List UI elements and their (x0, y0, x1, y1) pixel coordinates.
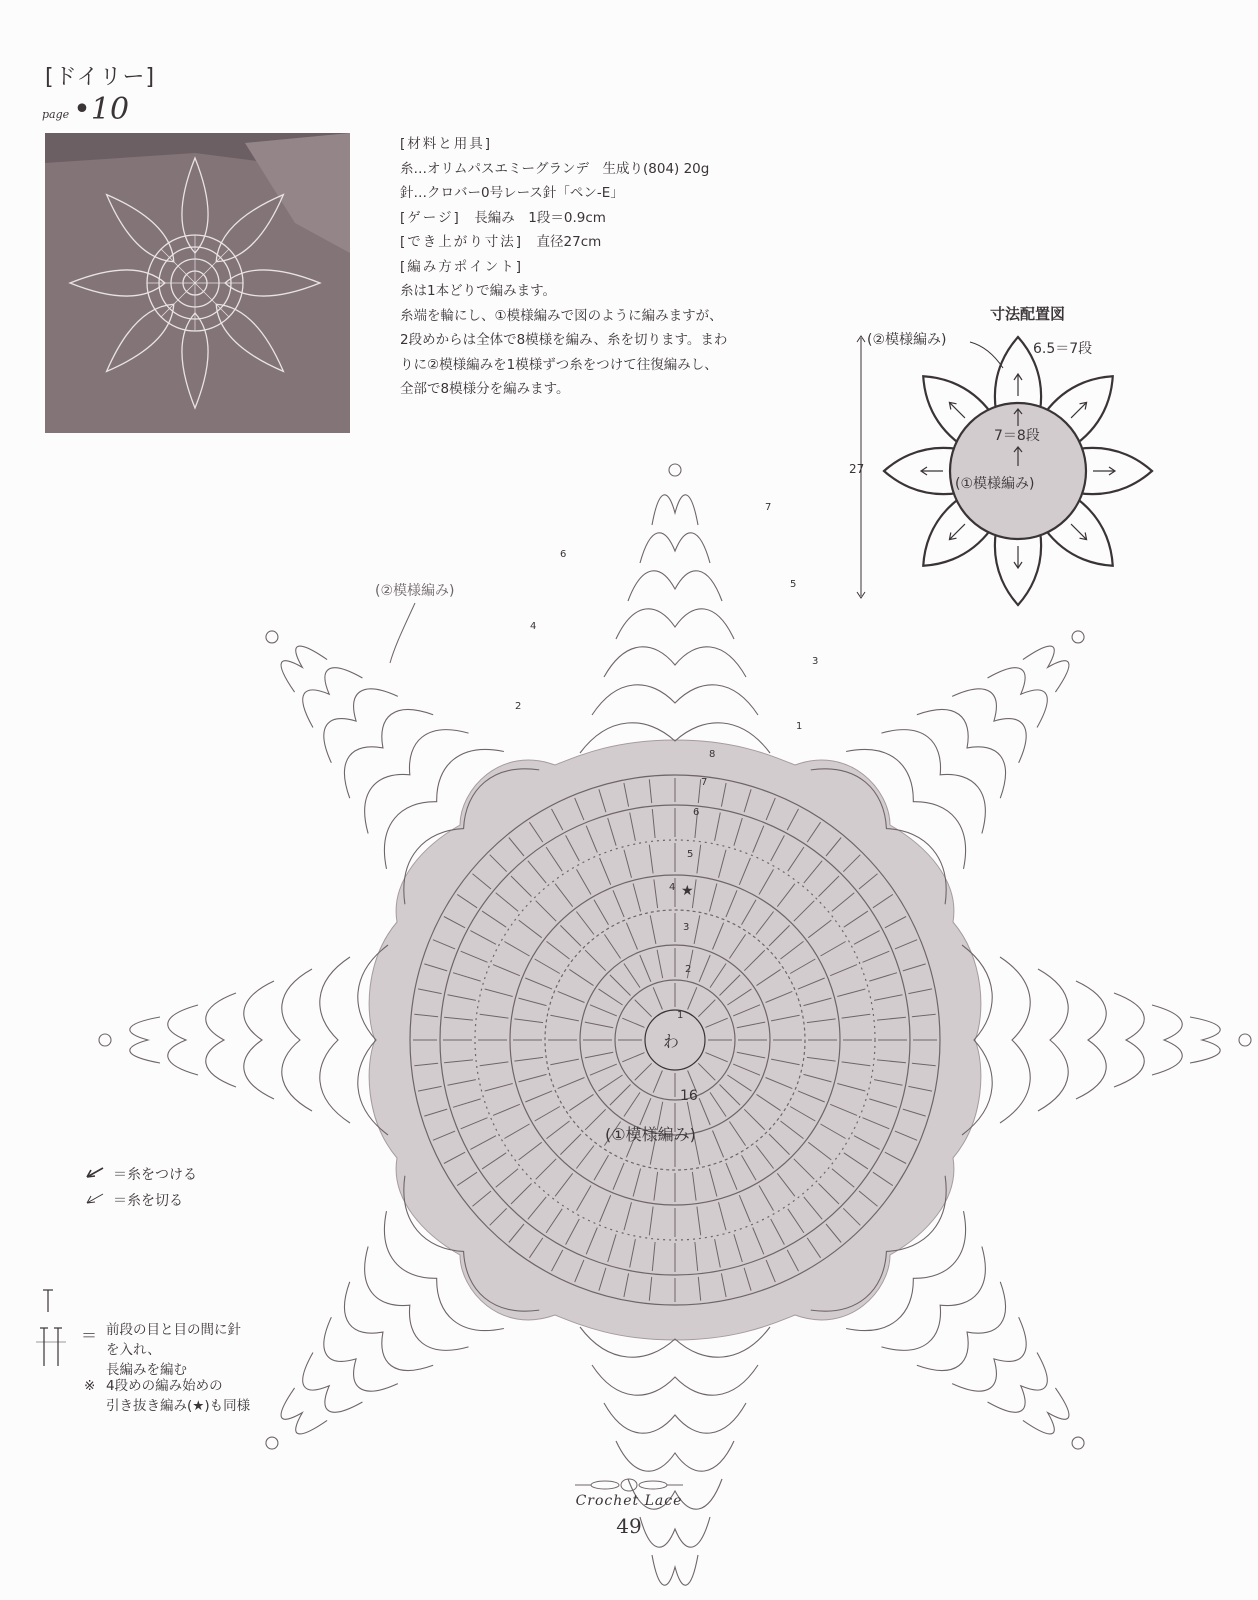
layout-label-petal: (②模様編み) (867, 332, 947, 348)
cut-yarn-icon (85, 1191, 107, 1205)
crochet-chart-drawing (200, 475, 1060, 1435)
chart-chain-loop (881, 712, 1003, 834)
chart-row-number: 5 (687, 849, 694, 860)
chart-chain-loop (273, 638, 327, 692)
chart-chain-loop (616, 1441, 734, 1471)
legend-cut: ＝糸を切る (85, 1188, 197, 1214)
chart-chain-loop (1076, 981, 1106, 1099)
chart-chain-loop (604, 647, 746, 677)
chart-chain-loop (628, 571, 722, 601)
chart-center-label: わ (663, 1032, 680, 1051)
attach-yarn-icon (85, 1165, 107, 1179)
chart-outer-label: (②模様編み) (375, 583, 455, 599)
chart-row-number: 2 (685, 964, 692, 975)
layout-diagram-title: 寸法配置図 (990, 305, 1066, 323)
points-line: 糸端を輪にし、①模様編みで図のように編みますが、 (400, 307, 723, 324)
layout-label-center: (①模様編み) (955, 476, 1035, 492)
chart-chain-loop (604, 1403, 746, 1433)
chart-chain-loop (616, 609, 734, 639)
chart-chain-loop (1000, 957, 1030, 1123)
chart-row-number: 7 (701, 777, 708, 788)
chart-chain-loop (168, 1005, 198, 1075)
points-line: りに②模様編みを1模様ずつ糸をつけて往復編みし、 (400, 356, 718, 373)
legend (85, 1162, 197, 1214)
chart-chain-loop (206, 993, 236, 1087)
chart-row-number: 3 (812, 656, 819, 667)
layout-label-petal-size: 6.5＝7段 (1033, 341, 1093, 357)
equals-sign: ＝ (81, 1326, 98, 1345)
chart-chain-loop (640, 533, 710, 563)
chart-picot (1070, 1435, 1087, 1452)
page-prefix: page (42, 108, 70, 121)
chart-chain-loop (1114, 993, 1144, 1087)
yarn-line: 糸…オリムパスエミーグランデ 生成り(804) 20g (400, 160, 710, 177)
layout-label-height: 27 (849, 462, 865, 476)
page-reference-number: •10 (73, 92, 130, 127)
materials-section (400, 132, 820, 402)
points-line: 糸は1本どりで編みます。 (400, 283, 557, 299)
gauge-line: [ゲージ] 長編み 1段＝0.9cm (400, 209, 606, 226)
chart-row-number: 8 (709, 749, 716, 760)
chart-chain-loop (320, 957, 350, 1123)
chart-row-number: 6 (560, 549, 567, 560)
chart-chain-loop (652, 1555, 698, 1585)
chart-chain-loop (310, 1317, 398, 1405)
chart-chain-loop (1190, 1017, 1220, 1063)
chart-chain-loop (310, 675, 398, 763)
chart-chain-loop (273, 1388, 327, 1442)
chart-picot (263, 1435, 280, 1452)
chart-lace-petal (99, 945, 388, 1135)
crochet-chart (200, 475, 1060, 1439)
chart-picot (99, 1034, 111, 1046)
chart-chain-loop (917, 1282, 1022, 1387)
chart-chain-loop (652, 495, 698, 525)
doily-photo-drawing (45, 133, 350, 433)
footer-brand: Crochet Lace (575, 1493, 683, 1509)
points-heading: [編み方ポイント] (400, 258, 524, 275)
chart-chain-loop (592, 1365, 758, 1395)
chart-chain-loop (1152, 1005, 1182, 1075)
needle-line: 針…クロバー0号レース針「ペン-E」 (400, 185, 624, 201)
star-note: ※ 4段めの編み始めの 引き抜き編み(★)も同様 (84, 1378, 251, 1414)
chart-row-number: 1 (796, 721, 803, 732)
chart-chain-loop (328, 1282, 433, 1387)
chart-star-mark: ★ (681, 883, 694, 899)
chart-lace-petal (580, 464, 770, 753)
chart-chain-loop (130, 1017, 160, 1063)
chart-row-number: 6 (693, 807, 700, 818)
chart-chain-loop (917, 693, 1022, 798)
chart-picot (1070, 628, 1087, 645)
stitch-symbol-icon (36, 1290, 76, 1370)
chart-chain-loop (347, 1246, 469, 1368)
section-title: [ドイリー] (45, 65, 156, 90)
stitch-notes (36, 1290, 250, 1416)
chart-row-number: 2 (515, 701, 522, 712)
chart-row-number: 7 (765, 502, 772, 513)
chart-row-number: 4 (669, 882, 676, 893)
page-number: 49 (616, 1514, 642, 1538)
ornament-icon (575, 1476, 683, 1494)
points-line: 2段めからは全体で8模様を編み、糸を切ります。まわ (400, 332, 728, 348)
points-line: 全部で8模様分を編みます。 (400, 381, 570, 397)
legend-attach: ＝糸をつける (85, 1162, 197, 1188)
chart-chain-loop (244, 981, 274, 1099)
chart-chain-loop (952, 1317, 1040, 1405)
chart-row-number: 5 (790, 579, 797, 590)
chart-chain-loop (282, 969, 312, 1111)
chart-inner-label: (①模様編み) (605, 1125, 696, 1144)
chart-chain-loop (1038, 969, 1068, 1111)
chart-chain-loop (592, 685, 758, 715)
chart-chain-loop (347, 712, 469, 834)
chart-picot (669, 464, 681, 476)
chart-row-number: 3 (683, 922, 690, 933)
chart-row-16-label: 16 (680, 1088, 698, 1104)
chart-chain-loop (328, 693, 433, 798)
chart-row-number: 4 (530, 621, 537, 632)
chart-row-number: 1 (677, 1010, 684, 1021)
page-reference (42, 92, 129, 127)
doily-photo (45, 133, 350, 433)
chart-chain-loop (1023, 1388, 1077, 1442)
chart-picot (1239, 1034, 1251, 1046)
materials-heading: [材料と用具] (400, 136, 493, 152)
stitch-description: 前段の目と目の間に針を入れ、 長編みを編む (106, 1322, 241, 1378)
chart-picot (263, 628, 280, 645)
chart-chain-loop (881, 1246, 1003, 1368)
layout-label-center-size: 7＝8段 (994, 428, 1040, 444)
size-line: [でき上がり寸法] 直径27cm (400, 234, 602, 250)
chart-lace-petal (962, 945, 1251, 1135)
chart-chain-loop (1023, 638, 1077, 692)
chart-lace-petal (580, 1327, 770, 1600)
chart-chain-loop (952, 675, 1040, 763)
